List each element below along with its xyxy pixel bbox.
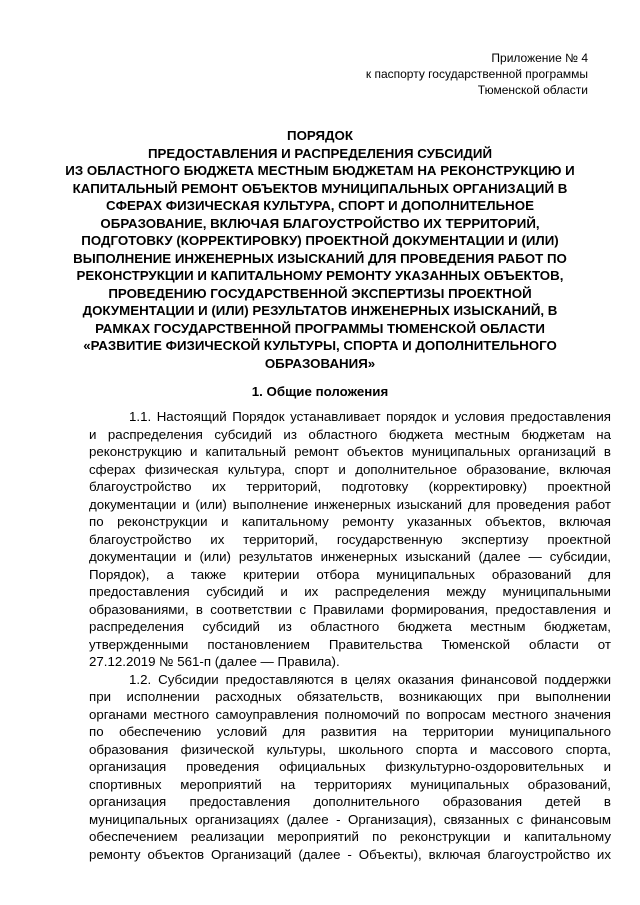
title-line: ОБРАЗОВАНИЯ» xyxy=(264,355,376,371)
paragraph-line: обеспечением реализации мероприятий по реконструкции и капитальному xyxy=(89,829,611,844)
title-line: РАМКАХ ГОСУДАРСТВЕННОЙ ПРОГРАММЫ ТЮМЕНСКОЙ ОБЛАСТИ xyxy=(95,320,545,336)
appendix-line-2: к паспорту государственной программы xyxy=(365,67,588,81)
title-line: ПОДГОТОВКУ (КОРРЕКТИРОВКУ) ПРОЕКТНОЙ ДОКУМЕНТАЦИИ И (ИЛИ) xyxy=(81,233,559,248)
title-line: ПРОВЕДЕНИЮ ГОСУДАРСТВЕННОЙ ЭКСПЕРТИЗЫ ПРОЕКТНОЙ xyxy=(108,285,532,301)
paragraph-line: реконструкцию и капитальный ремонт объектов муниципальных организаций в xyxy=(89,444,611,459)
paragraph-line: органами местного самоуправления полномочий по вопросам местного значения xyxy=(89,706,611,722)
document-title xyxy=(60,127,580,372)
paragraph-line: организация проведения официальных физкультурно-оздоровительных и xyxy=(89,759,611,774)
paragraph-line: Порядок), а также критерии отбора муниципальных образований для xyxy=(89,566,611,582)
paragraph-line: благоустройство их территорий, государственную экспертизу проектной xyxy=(89,531,611,547)
paragraph-line: 1.2. Субсидии предоставляются в целях оказания финансовой поддержки xyxy=(129,671,611,687)
paragraph-line: документации и (или) выполнение инженерных изысканий для проведения работ xyxy=(89,496,611,512)
appendix-line-1: Приложение № 4 xyxy=(491,51,588,65)
title-line: СФЕРАХ ФИЗИЧЕСКАЯ КУЛЬТУРА, СПОРТ И ДОПОЛНИТЕЛЬНОЕ xyxy=(106,198,534,213)
section-heading: 1. Общие положения xyxy=(251,384,389,399)
title-line: ОБРАЗОВАНИЕ, ВКЛЮЧАЯ БЛАГОУСТРОЙСТВО ИХ ТЕРРИТОРИЙ, xyxy=(100,215,540,231)
paragraph-line: муниципальных организациях (далее - Организация), связанных с финансовым xyxy=(89,811,611,827)
paragraph-line: и распределения субсидий из областного бюджета местным бюджетам на xyxy=(89,426,611,442)
body-text xyxy=(89,408,611,863)
paragraph-line: документации и (или) результатов инженерных изысканий (далее — субсидии, xyxy=(89,549,611,564)
title-line: «РАЗВИТИЕ ФИЗИЧЕСКОЙ КУЛЬТУРЫ, СПОРТА И ДОПОЛНИТЕЛЬНОГО xyxy=(83,338,557,353)
title-line: ИЗ ОБЛАСТНОГО БЮДЖЕТА МЕСТНЫМ БЮДЖЕТАМ НА РЕКОНСТРУКЦИЮ И xyxy=(65,163,575,178)
paragraph-line: спортивных мероприятий на территориях муниципальных образований, xyxy=(89,776,611,792)
paragraph-line: образованиями, в соответствии с Правилами формирования, предоставления и xyxy=(89,601,611,617)
paragraph-line: 27.12.2019 № 561-п (далее — Правила). xyxy=(89,654,340,669)
title-line: РЕКОНСТРУКЦИИ И КАПИТАЛЬНОМУ РЕМОНТУ УКАЗАННЫХ ОБЪЕКТОВ, xyxy=(76,268,564,283)
paragraph-line: организация предоставления дополнительного образования детей в xyxy=(89,794,611,809)
title-line: ПРЕДОСТАВЛЕНИЯ И РАСПРЕДЕЛЕНИЯ СУБСИДИЙ xyxy=(147,145,493,161)
paragraph-line: сферах физическая культура, спорт и дополнительное образование, включая xyxy=(89,461,611,477)
appendix-line-3: Тюменской области xyxy=(477,83,588,97)
paragraph-line: по реконструкции и капитальному ремонту указанных объектов, включая xyxy=(89,514,611,529)
paragraph-line: благоустройство их территорий, подготовку (корректировку) проектной xyxy=(89,479,611,494)
appendix-note xyxy=(288,50,588,98)
paragraph-line: утвержденными постановлением Правительства Тюменской области от xyxy=(89,636,611,652)
paragraph-line: ремонту объектов Организаций (далее - Объекты), включая благоустройство их xyxy=(89,846,611,862)
paragraph-line: образования физической культуры, школьного спорта и массового спорта, xyxy=(89,741,611,757)
title-line: КАПИТАЛЬНЫЙ РЕМОНТ ОБЪЕКТОВ МУНИЦИПАЛЬНЫХ ОРГАНИЗАЦИЙ В xyxy=(72,180,568,196)
paragraph-line: 1.1. Настоящий Порядок устанавливает порядок и условия предоставления xyxy=(129,409,611,424)
title-line: ПОРЯДОК xyxy=(287,128,353,143)
paragraph-line: распределения субсидий из областного бюджета местным бюджетам, xyxy=(89,619,611,634)
paragraph-line: по обеспечению условий для развития на территории муниципального xyxy=(89,724,611,739)
title-line: ДОКУМЕНТАЦИИ И (ИЛИ) РЕЗУЛЬТАТОВ ИНЖЕНЕРНЫХ ИЗЫСКАНИЙ, В xyxy=(82,303,558,318)
paragraph-line: предоставления субсидий и их распределения между муниципальными xyxy=(89,584,611,599)
title-line: ВЫПОЛНЕНИЕ ИНЖЕНЕРНЫХ ИЗЫСКАНИЙ ДЛЯ ПРОВЕДЕНИЯ РАБОТ ПО xyxy=(73,250,567,266)
paragraph-line: при исполнении расходных обязательств, возникающих при выполнении xyxy=(89,689,611,704)
